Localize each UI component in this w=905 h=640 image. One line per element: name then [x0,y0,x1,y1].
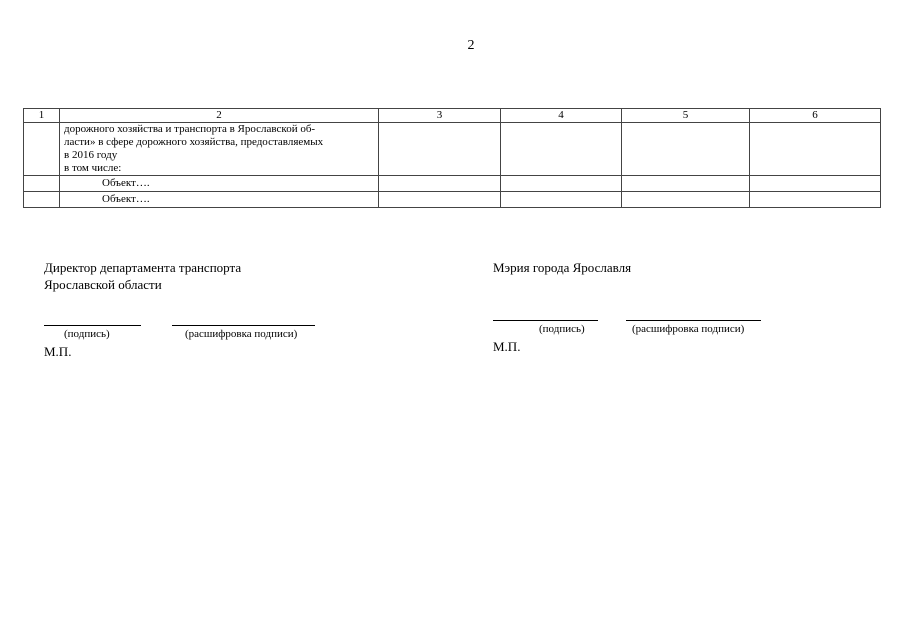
left-decoding-line [172,325,315,326]
description-line: в 2016 году [64,149,118,161]
column-header: 3 [379,109,501,123]
table-cell [501,192,622,208]
column-header: 4 [501,109,622,123]
column-header: 1 [24,109,60,123]
table-row [24,176,881,192]
left-signature-caption: (подпись) [64,328,110,340]
table-cell [379,192,501,208]
table-cell [750,192,881,208]
table-cell [501,123,622,176]
column-header: 2 [60,109,379,123]
description-line: дорожного хозяйства и транспорта в Ярославской об- [64,123,316,135]
column-header: 5 [622,109,750,123]
left-signatory-title [44,259,241,293]
left-seal-mark: М.П. [44,344,72,359]
right-decoding-caption: (расшифровка подписи) [632,323,745,335]
right-signature-line [493,320,598,321]
table-cell [379,123,501,176]
left-decoding-caption: (расшифровка подписи) [185,328,298,340]
table-cell [750,123,881,176]
table-cell [622,192,750,208]
table-row [24,123,881,176]
signatory-title-line: Директор департамента транспорта [44,260,242,275]
table-cell [24,192,60,208]
table-cell [622,176,750,192]
table-cell [379,176,501,192]
table-cell [750,176,881,192]
table-cell [24,176,60,192]
table-cell [24,123,60,176]
signatory-title-line: Ярославской области [44,277,162,292]
description-line: ласти» в сфере дорожного хозяйства, предоставляемых [64,136,324,148]
table-header-row [24,109,881,123]
column-header: 6 [750,109,881,123]
right-seal-mark: М.П. [493,339,521,354]
funding-table [23,108,881,208]
left-signature-line [44,325,141,326]
table-row [24,192,881,208]
signatory-title-line: Мэрия города Ярославля [493,260,632,275]
table-cell [501,176,622,192]
right-decoding-line [626,320,761,321]
table-cell [622,123,750,176]
right-signatory-title [493,259,631,276]
description-cell [60,123,379,176]
object-cell: Объект…. [60,192,379,208]
page-number: 2 [467,38,475,53]
description-line: в том числе: [64,162,122,174]
object-cell: Объект…. [60,176,379,192]
right-signature-caption: (подпись) [539,323,585,335]
